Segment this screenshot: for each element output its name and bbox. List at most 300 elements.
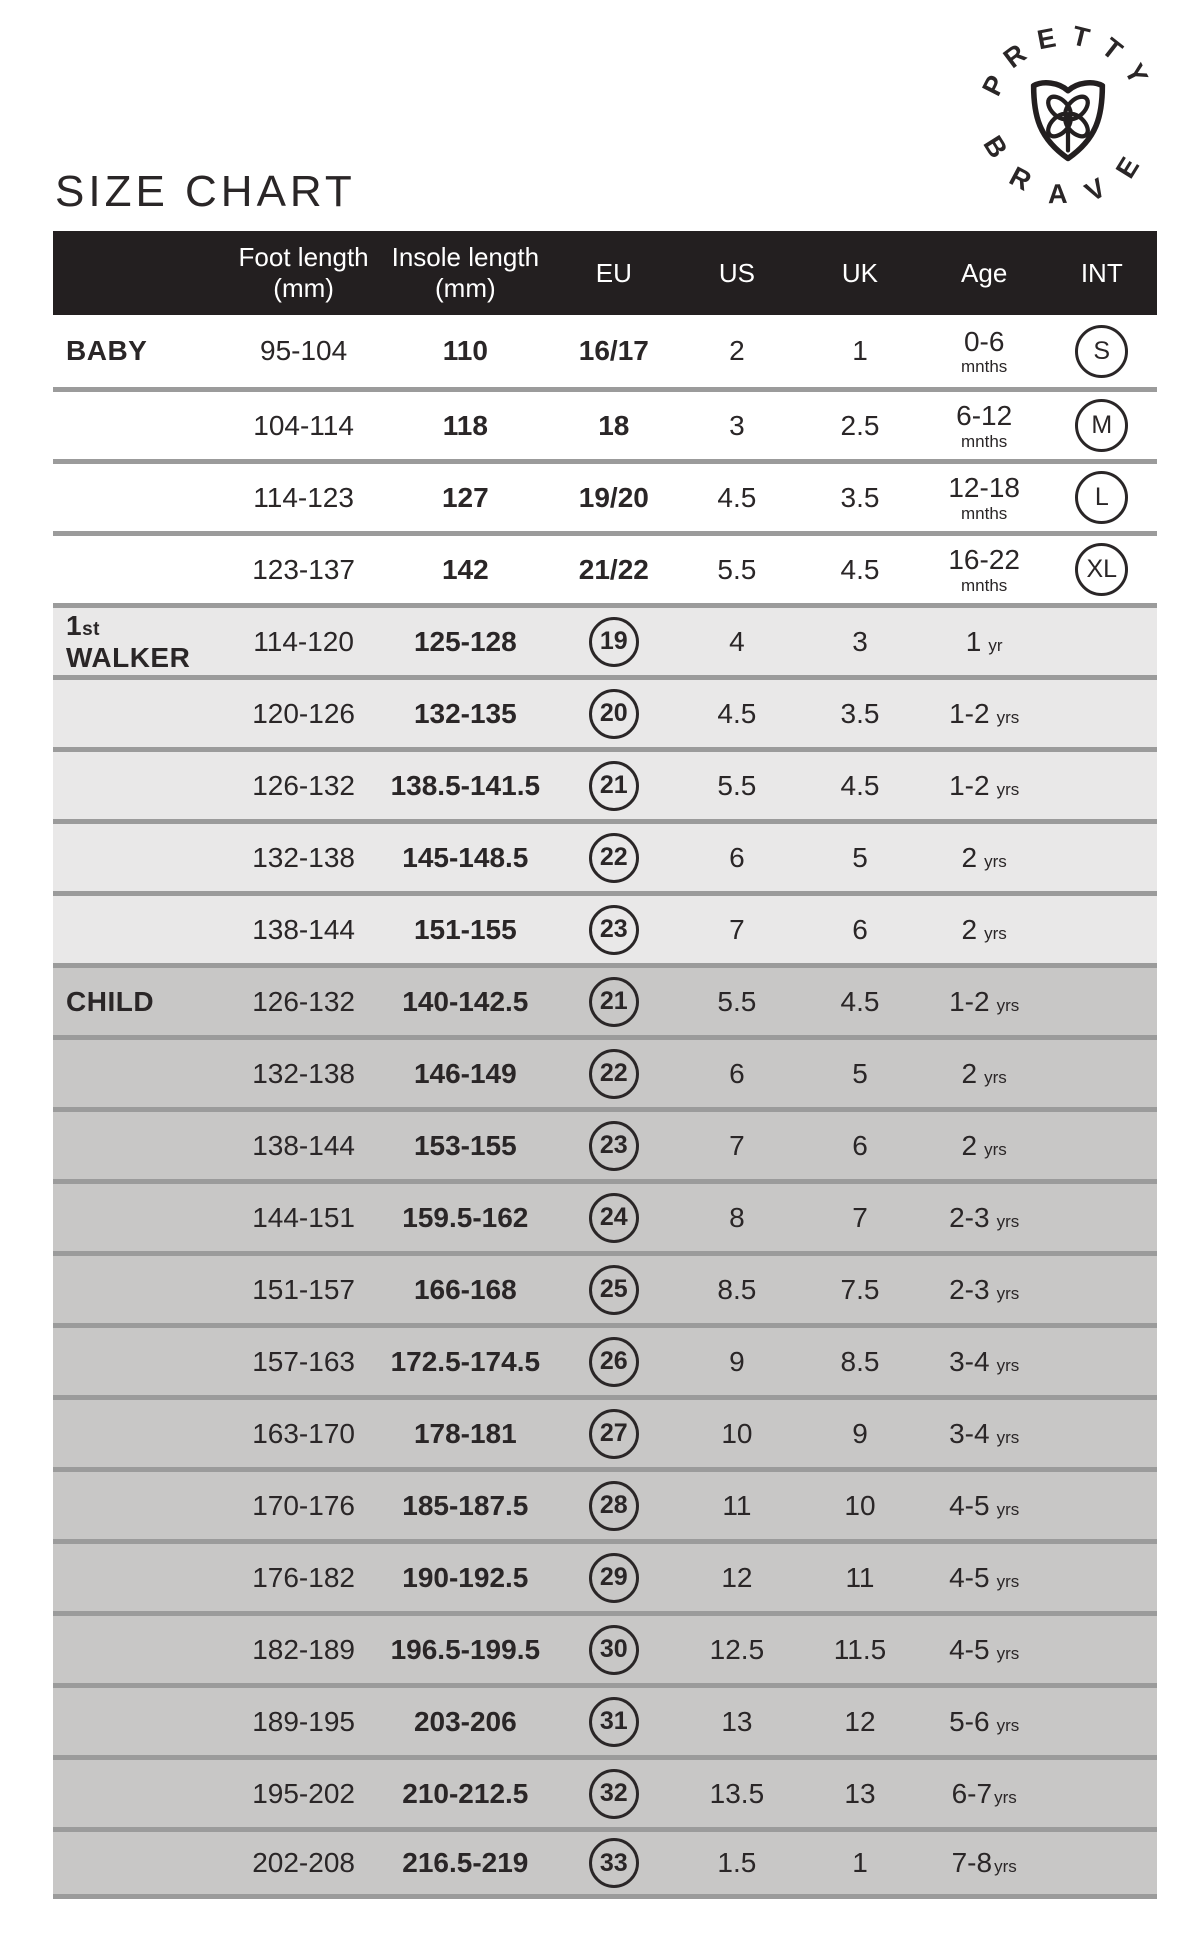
int-size-cell: [1047, 387, 1157, 459]
eu-size-circle: 26: [589, 1337, 639, 1387]
insole-length-cell: 190-192.5: [379, 1539, 552, 1611]
age-unit: mnths: [961, 431, 1008, 451]
insole-length-cell: 172.5-174.5: [379, 1323, 552, 1395]
section-label-cell: [53, 1683, 229, 1755]
us-size-cell: 7: [676, 891, 799, 963]
foot-length-cell: 126-132: [229, 747, 379, 819]
section-label-cell: [53, 1251, 229, 1323]
uk-size-cell: 4.5: [798, 963, 922, 1035]
age-cell: [922, 1755, 1047, 1827]
eu-size-circle: 23: [589, 1121, 639, 1171]
foot-length-cell: 138-144: [229, 891, 379, 963]
section-label-cell: [53, 387, 229, 459]
section-label-cell: [53, 1539, 229, 1611]
eu-size-value: 21/22: [578, 553, 649, 585]
eu-size-cell: [552, 963, 676, 1035]
table-row: [53, 747, 1157, 819]
table-row: [53, 891, 1157, 963]
us-size-cell: 7: [676, 1107, 799, 1179]
foot-length-cell: 151-157: [229, 1251, 379, 1323]
table-row: [53, 1611, 1157, 1683]
uk-size-cell: 7.5: [798, 1251, 922, 1323]
section-label: BABY: [66, 335, 148, 366]
table-row: [53, 1467, 1157, 1539]
int-size-cell: [1047, 747, 1157, 819]
eu-size-cell: [552, 747, 676, 819]
eu-size-cell: [552, 1035, 676, 1107]
foot-length-cell: 114-120: [229, 603, 379, 675]
logo-top-text: PRETTY: [975, 20, 1161, 101]
section-label-cell: [53, 1035, 229, 1107]
age-unit: yrs: [996, 779, 1020, 799]
us-size-cell: 13.5: [676, 1755, 799, 1827]
uk-size-cell: 1: [798, 315, 922, 387]
size-table-body: [53, 315, 1157, 1899]
age-unit: yrs: [984, 1067, 1007, 1087]
insole-length-cell: 153-155: [379, 1107, 552, 1179]
insole-length-cell: 142: [379, 531, 552, 603]
age-cell: [922, 531, 1047, 603]
page-title: SIZE CHART: [55, 167, 356, 216]
section-label: 1: [66, 609, 83, 641]
table-row: [53, 819, 1157, 891]
us-size-cell: 6: [676, 1035, 799, 1107]
section-label: CHILD: [66, 985, 155, 1017]
eu-size-cell: [552, 1827, 676, 1899]
int-size-circle: S: [1075, 325, 1128, 378]
section-label-cell: [53, 747, 229, 819]
us-size-cell: 11: [676, 1467, 799, 1539]
int-size-cell: [1047, 1611, 1157, 1683]
insole-length-cell: 166-168: [379, 1251, 552, 1323]
int-size-cell: [1047, 675, 1157, 747]
table-row: [53, 1323, 1157, 1395]
header-int: [1047, 231, 1157, 315]
header-unit: (mm): [435, 273, 496, 303]
section-label-cell: [53, 1467, 229, 1539]
insole-length-cell: 110: [379, 315, 552, 387]
eu-size-circle: 27: [589, 1409, 639, 1459]
uk-size-cell: 7: [798, 1179, 922, 1251]
uk-size-cell: 10: [798, 1467, 922, 1539]
int-size-circle: M: [1075, 399, 1128, 452]
size-chart-table: [53, 231, 1157, 1899]
insole-length-cell: 125-128: [379, 603, 552, 675]
foot-length-cell: 163-170: [229, 1395, 379, 1467]
int-size-cell: [1047, 1827, 1157, 1899]
insole-length-cell: 127: [379, 459, 552, 531]
insole-length-cell: 145-148.5: [379, 819, 552, 891]
age-unit: yrs: [996, 1283, 1020, 1303]
table-row: [53, 1179, 1157, 1251]
us-size-cell: 4.5: [676, 675, 799, 747]
eu-size-cell: [552, 1107, 676, 1179]
us-size-cell: 4: [676, 603, 799, 675]
header-foot-length: [229, 231, 379, 315]
table-row: [53, 1683, 1157, 1755]
eu-size-circle: 25: [589, 1265, 639, 1315]
insole-length-cell: 138.5-141.5: [379, 747, 552, 819]
age-value: [922, 327, 1047, 375]
header-insole-length: [379, 231, 552, 315]
eu-size-value: 18: [598, 409, 630, 441]
foot-length-cell: 202-208: [229, 1827, 379, 1899]
age-unit: yrs: [996, 1355, 1020, 1375]
uk-size-cell: 4.5: [798, 747, 922, 819]
age-unit: mnths: [961, 503, 1008, 523]
header-age: [922, 231, 1047, 315]
uk-size-cell: 4.5: [798, 531, 922, 603]
age-unit: yrs: [996, 707, 1020, 727]
age-number: 6-12: [956, 400, 1013, 432]
foot-length-cell: 104-114: [229, 387, 379, 459]
age-cell: [922, 963, 1047, 1035]
us-size-cell: 8: [676, 1179, 799, 1251]
shield-icon: [1034, 83, 1103, 159]
age-unit: yrs: [996, 995, 1020, 1015]
section-label-cell: [53, 1107, 229, 1179]
age-cell: [922, 1323, 1047, 1395]
age-number: 6-7: [951, 1777, 993, 1809]
section-label-cell: [53, 963, 229, 1035]
section-label-cell: [53, 819, 229, 891]
uk-size-cell: 5: [798, 1035, 922, 1107]
age-cell: [922, 1539, 1047, 1611]
us-size-cell: 5.5: [676, 963, 799, 1035]
age-number: 2: [961, 841, 978, 873]
us-size-cell: 8.5: [676, 1251, 799, 1323]
int-size-cell: [1047, 891, 1157, 963]
header-label: Insole length: [391, 242, 540, 273]
insole-length-cell: 118: [379, 387, 552, 459]
int-size-cell: [1047, 819, 1157, 891]
age-number: 2: [961, 913, 978, 945]
int-size-cell: [1047, 1395, 1157, 1467]
header-label: INT: [1080, 257, 1123, 288]
foot-length-cell: 182-189: [229, 1611, 379, 1683]
header-section: [53, 231, 229, 315]
age-value: [922, 401, 1047, 449]
header-label: Age: [961, 257, 1008, 288]
foot-length-cell: 157-163: [229, 1323, 379, 1395]
eu-size-cell: [552, 1251, 676, 1323]
age-cell: [922, 1611, 1047, 1683]
eu-size-value: 19/20: [578, 481, 649, 513]
int-size-cell: [1047, 315, 1157, 387]
us-size-cell: 3: [676, 387, 799, 459]
age-cell: [922, 675, 1047, 747]
int-size-cell: [1047, 1755, 1157, 1827]
section-label: st: [82, 618, 100, 640]
table-row: [53, 1827, 1157, 1899]
header-label: US: [718, 257, 755, 288]
age-unit: yrs: [984, 851, 1007, 871]
age-cell: [922, 459, 1047, 531]
eu-size-cell: [552, 1179, 676, 1251]
insole-length-cell: 140-142.5: [379, 963, 552, 1035]
foot-length-cell: 195-202: [229, 1755, 379, 1827]
eu-size-cell: [552, 1323, 676, 1395]
us-size-cell: 13: [676, 1683, 799, 1755]
foot-length-cell: 176-182: [229, 1539, 379, 1611]
eu-size-cell: [552, 1395, 676, 1467]
int-size-cell: [1047, 1251, 1157, 1323]
foot-length-cell: 132-138: [229, 819, 379, 891]
section-label-cell: [53, 531, 229, 603]
age-value: [922, 473, 1047, 521]
header-label: UK: [841, 257, 879, 288]
age-unit: yr: [988, 635, 1003, 655]
int-size-circle: XL: [1075, 543, 1128, 596]
age-unit: yrs: [984, 923, 1007, 943]
age-cell: [922, 603, 1047, 675]
eu-size-cell: [552, 675, 676, 747]
us-size-cell: 2: [676, 315, 799, 387]
uk-size-cell: 3.5: [798, 459, 922, 531]
uk-size-cell: 6: [798, 891, 922, 963]
age-unit: yrs: [996, 1427, 1020, 1447]
age-cell: [922, 315, 1047, 387]
age-number: 12-18: [948, 472, 1020, 504]
insole-length-cell: 146-149: [379, 1035, 552, 1107]
int-size-cell: [1047, 1683, 1157, 1755]
section-label-cell: [53, 315, 229, 387]
header-row: [53, 231, 1157, 315]
logo-bottom-text: BRAVE: [977, 130, 1159, 210]
table-row: [53, 387, 1157, 459]
section-label-cell: [53, 603, 229, 675]
section-label: WALKER: [66, 641, 191, 673]
int-size-circle: L: [1075, 471, 1128, 524]
table-row: [53, 1539, 1157, 1611]
table-row: [53, 531, 1157, 603]
us-size-cell: 10: [676, 1395, 799, 1467]
age-cell: [922, 387, 1047, 459]
insole-length-cell: 196.5-199.5: [379, 1611, 552, 1683]
us-size-cell: 6: [676, 819, 799, 891]
age-cell: [922, 1251, 1047, 1323]
age-number: 2: [961, 1129, 978, 1161]
section-label-cell: [53, 1323, 229, 1395]
insole-length-cell: 185-187.5: [379, 1467, 552, 1539]
table-row: [53, 1251, 1157, 1323]
foot-length-cell: 126-132: [229, 963, 379, 1035]
eu-size-cell: [552, 387, 676, 459]
uk-size-cell: 11.5: [798, 1611, 922, 1683]
int-size-cell: [1047, 1179, 1157, 1251]
eu-size-cell: [552, 315, 676, 387]
age-number: 1-2: [949, 697, 990, 729]
foot-length-cell: 120-126: [229, 675, 379, 747]
age-cell: [922, 1827, 1047, 1899]
table-row: [53, 603, 1157, 675]
uk-size-cell: 2.5: [798, 387, 922, 459]
us-size-cell: 12: [676, 1539, 799, 1611]
insole-length-cell: 178-181: [379, 1395, 552, 1467]
uk-size-cell: 5: [798, 819, 922, 891]
uk-size-cell: 9: [798, 1395, 922, 1467]
us-size-cell: 4.5: [676, 459, 799, 531]
int-size-cell: [1047, 603, 1157, 675]
int-size-cell: [1047, 459, 1157, 531]
age-cell: [922, 1683, 1047, 1755]
uk-size-cell: 8.5: [798, 1323, 922, 1395]
header-unit: (mm): [273, 273, 334, 303]
insole-length-cell: 151-155: [379, 891, 552, 963]
age-cell: [922, 891, 1047, 963]
age-number: 4-5: [949, 1489, 990, 1521]
eu-size-cell: [552, 1683, 676, 1755]
table-row: [53, 963, 1157, 1035]
section-label-cell: [53, 459, 229, 531]
table-row: [53, 1035, 1157, 1107]
eu-size-circle: 30: [589, 1625, 639, 1675]
us-size-cell: 9: [676, 1323, 799, 1395]
int-size-cell: [1047, 963, 1157, 1035]
us-size-cell: 5.5: [676, 747, 799, 819]
foot-length-cell: 123-137: [229, 531, 379, 603]
age-number: 3-4: [949, 1345, 990, 1377]
eu-size-circle: 23: [589, 905, 639, 955]
section-label-cell: [53, 1755, 229, 1827]
eu-size-circle: 22: [589, 833, 639, 883]
age-number: 7-8: [951, 1847, 993, 1878]
age-cell: [922, 1467, 1047, 1539]
foot-length-cell: 144-151: [229, 1179, 379, 1251]
header-us: [676, 231, 799, 315]
us-size-cell: 1.5: [676, 1827, 799, 1899]
age-number: 2: [961, 1057, 978, 1089]
uk-size-cell: 3: [798, 603, 922, 675]
age-number: 1-2: [949, 769, 990, 801]
header-eu: [552, 231, 676, 315]
insole-length-cell: 132-135: [379, 675, 552, 747]
age-number: 5-6: [949, 1705, 990, 1737]
age-number: 4-5: [949, 1561, 990, 1593]
eu-size-value: 16/17: [578, 335, 649, 366]
table-row: [53, 675, 1157, 747]
insole-length-cell: 210-212.5: [379, 1755, 552, 1827]
uk-size-cell: 3.5: [798, 675, 922, 747]
age-cell: [922, 1395, 1047, 1467]
foot-length-cell: 170-176: [229, 1467, 379, 1539]
age-number: 4-5: [949, 1633, 990, 1665]
int-size-cell: [1047, 1539, 1157, 1611]
uk-size-cell: 11: [798, 1539, 922, 1611]
age-cell: [922, 1107, 1047, 1179]
age-number: 1: [965, 625, 982, 657]
age-unit: yrs: [996, 1571, 1020, 1591]
age-number: 3-4: [949, 1417, 990, 1449]
foot-length-cell: 189-195: [229, 1683, 379, 1755]
age-number: 16-22: [948, 544, 1020, 576]
header-label: EU: [595, 257, 632, 288]
age-unit: yrs: [996, 1211, 1020, 1231]
us-size-cell: 5.5: [676, 531, 799, 603]
us-size-cell: 12.5: [676, 1611, 799, 1683]
table-header: [53, 231, 1157, 315]
eu-size-cell: [552, 1611, 676, 1683]
int-size-cell: [1047, 1107, 1157, 1179]
header-label: Foot length: [238, 242, 369, 273]
eu-size-circle: 33: [589, 1838, 639, 1888]
eu-size-cell: [552, 603, 676, 675]
insole-length-cell: 216.5-219: [379, 1827, 552, 1899]
foot-length-cell: 114-123: [229, 459, 379, 531]
section-label-cell: [53, 1827, 229, 1899]
age-cell: [922, 1035, 1047, 1107]
section-label-cell: [53, 1179, 229, 1251]
eu-size-cell: [552, 1755, 676, 1827]
age-unit: mnths: [961, 357, 1008, 377]
age-number: 2-3: [949, 1273, 990, 1305]
table-row: [53, 1107, 1157, 1179]
int-size-cell: [1047, 531, 1157, 603]
age-unit: yrs: [996, 1715, 1020, 1735]
age-unit: yrs: [984, 1139, 1007, 1159]
table-row: [53, 1755, 1157, 1827]
section-label-cell: [53, 1611, 229, 1683]
uk-size-cell: 12: [798, 1683, 922, 1755]
eu-size-circle: 21: [589, 761, 639, 811]
table-row: [53, 315, 1157, 387]
uk-size-cell: 6: [798, 1107, 922, 1179]
eu-size-circle: 32: [589, 1769, 639, 1819]
section-label-cell: [53, 891, 229, 963]
eu-size-circle: 24: [589, 1193, 639, 1243]
eu-size-cell: [552, 1539, 676, 1611]
foot-length-cell: 138-144: [229, 1107, 379, 1179]
age-unit: yrs: [994, 1787, 1017, 1807]
eu-size-cell: [552, 459, 676, 531]
insole-length-cell: 203-206: [379, 1683, 552, 1755]
int-size-cell: [1047, 1467, 1157, 1539]
uk-size-cell: 1: [798, 1827, 922, 1899]
age-unit: yrs: [994, 1857, 1017, 1876]
int-size-cell: [1047, 1323, 1157, 1395]
eu-size-circle: 20: [589, 689, 639, 739]
age-cell: [922, 747, 1047, 819]
brand-logo: [972, 20, 1164, 212]
eu-size-cell: [552, 531, 676, 603]
table-row: [53, 459, 1157, 531]
uk-size-cell: 13: [798, 1755, 922, 1827]
eu-size-circle: 31: [589, 1697, 639, 1747]
age-unit: yrs: [996, 1499, 1020, 1519]
age-cell: [922, 1179, 1047, 1251]
table-row: [53, 1395, 1157, 1467]
section-label-cell: [53, 675, 229, 747]
insole-length-cell: 159.5-162: [379, 1179, 552, 1251]
age-unit: mnths: [961, 575, 1008, 595]
age-cell: [922, 819, 1047, 891]
eu-size-circle: 28: [589, 1481, 639, 1531]
section-label-cell: [53, 1395, 229, 1467]
age-unit: yrs: [996, 1643, 1020, 1663]
header-uk: [798, 231, 922, 315]
foot-length-cell: 95-104: [229, 315, 379, 387]
age-value: [922, 545, 1047, 593]
int-size-cell: [1047, 1035, 1157, 1107]
eu-size-cell: [552, 1467, 676, 1539]
eu-size-circle: 29: [589, 1553, 639, 1603]
eu-size-circle: 22: [589, 1049, 639, 1099]
eu-size-cell: [552, 891, 676, 963]
eu-size-cell: [552, 819, 676, 891]
eu-size-circle: 19: [589, 617, 639, 667]
age-number: 2-3: [949, 1201, 990, 1233]
foot-length-cell: 132-138: [229, 1035, 379, 1107]
